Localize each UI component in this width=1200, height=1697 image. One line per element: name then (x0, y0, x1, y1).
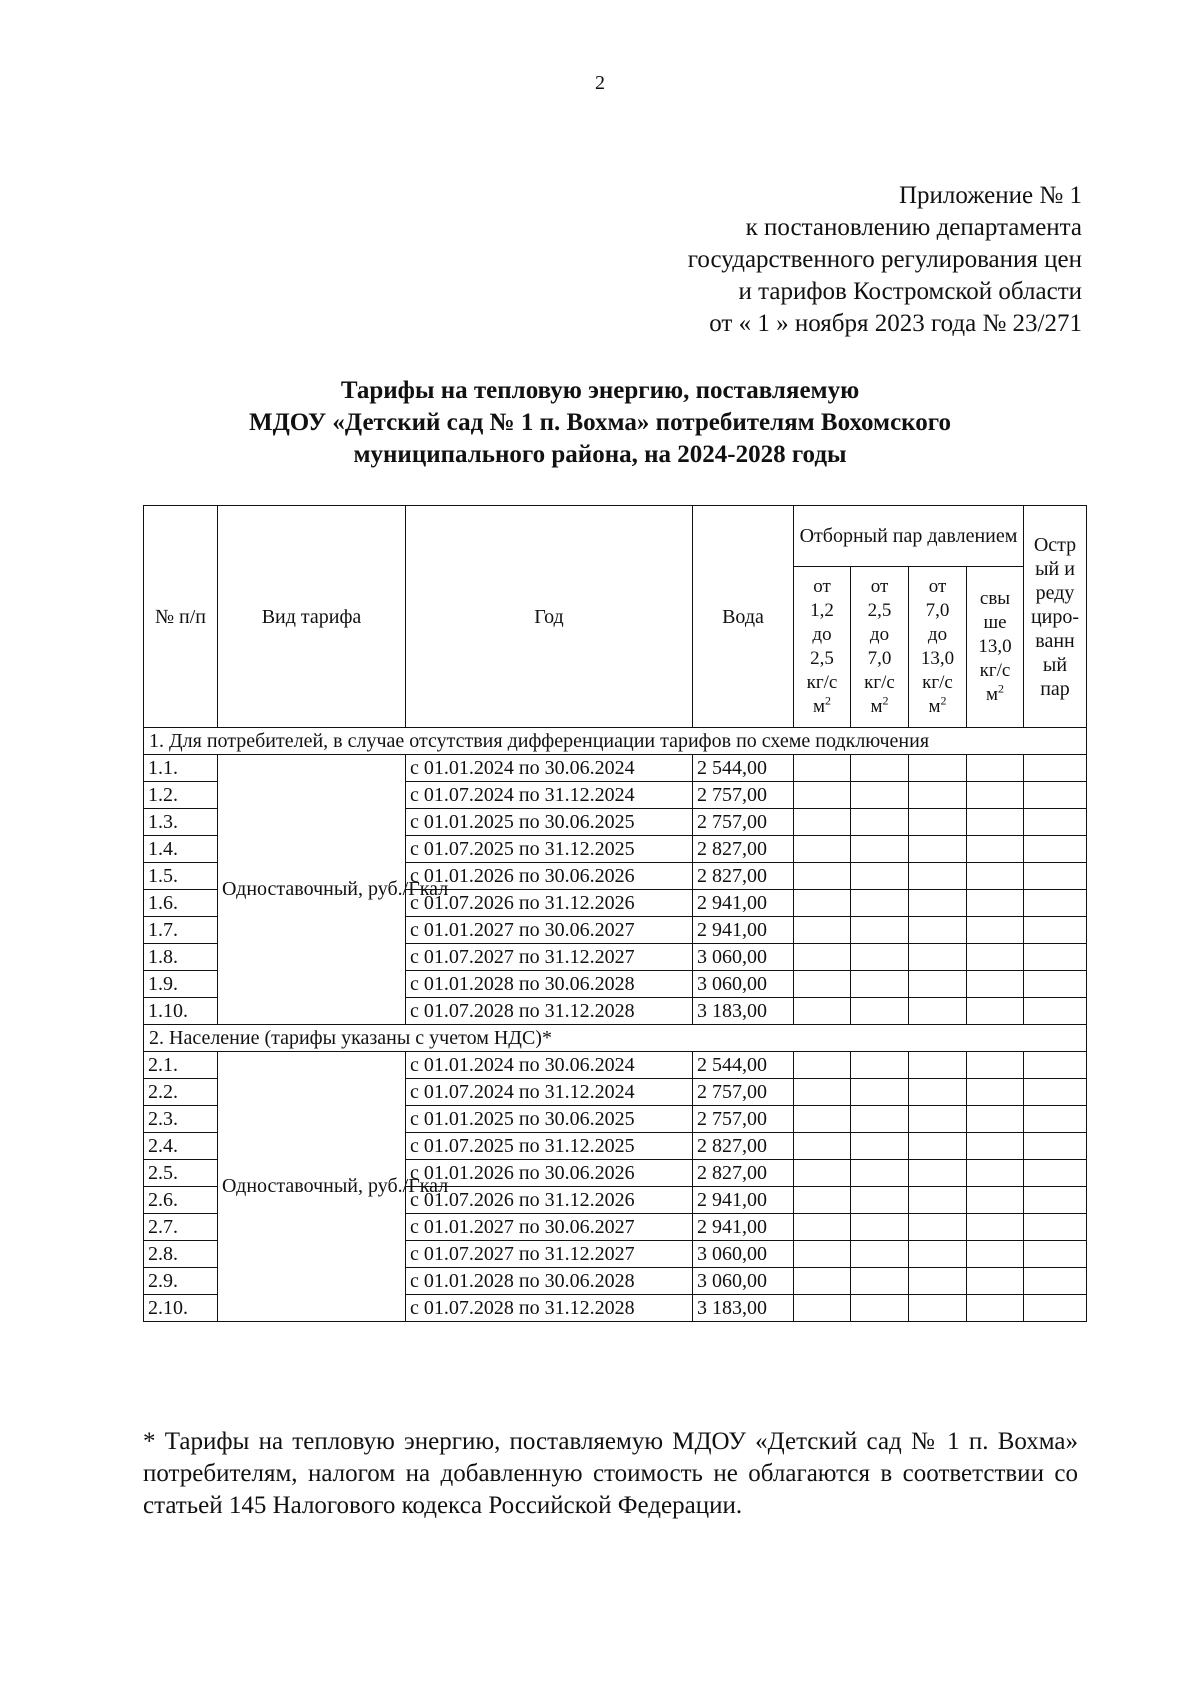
empty-cell (794, 1106, 851, 1133)
row-water-tariff: 3 183,00 (693, 1295, 794, 1322)
row-period: с 01.01.2026 по 30.06.2026 (406, 863, 693, 890)
appendix-block (688, 180, 1082, 340)
empty-cell (794, 1214, 851, 1241)
empty-cell (851, 1295, 909, 1322)
row-period: с 01.01.2028 по 30.06.2028 (406, 1268, 693, 1295)
empty-cell (851, 944, 909, 971)
empty-cell (1024, 917, 1087, 944)
empty-cell (794, 971, 851, 998)
row-water-tariff: 2 757,00 (693, 1106, 794, 1133)
empty-cell (1024, 1106, 1087, 1133)
row-number: 2.7. (144, 1214, 218, 1241)
empty-cell (967, 1052, 1024, 1079)
empty-cell (909, 755, 967, 782)
section-row (144, 1025, 1087, 1052)
empty-cell (967, 1133, 1024, 1160)
row-period: с 01.07.2026 по 31.12.2026 (406, 1187, 693, 1214)
row-number: 1.1. (144, 755, 218, 782)
row-water-tariff: 2 757,00 (693, 1079, 794, 1106)
row-water-tariff: 2 757,00 (693, 782, 794, 809)
row-number: 1.2. (144, 782, 218, 809)
empty-cell (1024, 890, 1087, 917)
empty-cell (1024, 1133, 1087, 1160)
tariff-kind: Одноставочный, руб./Гкал (218, 1052, 406, 1322)
empty-cell (909, 863, 967, 890)
row-water-tariff: 2 757,00 (693, 809, 794, 836)
empty-cell (794, 1052, 851, 1079)
empty-cell (851, 1214, 909, 1241)
row-water-tariff: 3 183,00 (693, 998, 794, 1025)
row-period: с 01.01.2025 по 30.06.2025 (406, 809, 693, 836)
empty-cell (967, 1106, 1024, 1133)
row-period: с 01.01.2027 по 30.06.2027 (406, 917, 693, 944)
empty-cell (1024, 809, 1087, 836)
empty-cell (1024, 1295, 1087, 1322)
empty-cell (909, 1133, 967, 1160)
empty-cell (851, 1133, 909, 1160)
table-row (144, 1052, 1087, 1079)
row-period: с 01.01.2028 по 30.06.2028 (406, 971, 693, 998)
empty-cell (851, 809, 909, 836)
empty-cell (967, 1079, 1024, 1106)
empty-cell (851, 1052, 909, 1079)
row-period: с 01.01.2024 по 30.06.2024 (406, 1052, 693, 1079)
section-row (144, 728, 1087, 755)
empty-cell (794, 1268, 851, 1295)
empty-cell (1024, 998, 1087, 1025)
empty-cell (967, 1268, 1024, 1295)
tariff-kind: Одноставочный, руб./Гкал (218, 755, 406, 1025)
empty-cell (1024, 755, 1087, 782)
empty-cell (967, 1187, 1024, 1214)
empty-cell (851, 917, 909, 944)
title-line: Тарифы на тепловую энергию, поставляемую (340, 377, 860, 404)
section-title-text: 1. Для потребителей, в случае отсутствия дифференциации тарифов по схеме подключения (149, 730, 930, 752)
row-water-tariff: 2 827,00 (693, 1133, 794, 1160)
row-water-tariff: 3 060,00 (693, 1241, 794, 1268)
empty-cell (851, 1241, 909, 1268)
appendix-line: к постановлению департамента (745, 214, 1082, 241)
row-number: 1.7. (144, 917, 218, 944)
appendix-line: Приложение № 1 (898, 182, 1082, 209)
row-number: 2.3. (144, 1106, 218, 1133)
row-number: 2.1. (144, 1052, 218, 1079)
empty-cell (909, 782, 967, 809)
page-number: 2 (595, 72, 605, 94)
empty-cell (794, 890, 851, 917)
empty-cell (1024, 1268, 1087, 1295)
empty-cell (967, 836, 1024, 863)
appendix-line: государственного регулирования цен (687, 246, 1082, 273)
empty-cell (967, 1241, 1024, 1268)
tariffs-table (143, 505, 1087, 1322)
empty-cell (967, 1295, 1024, 1322)
empty-cell (1024, 971, 1087, 998)
empty-cell (1024, 1187, 1087, 1214)
empty-cell (1024, 1214, 1087, 1241)
empty-cell (967, 782, 1024, 809)
row-period: с 01.07.2027 по 31.12.2027 (406, 944, 693, 971)
section-title (144, 1025, 1087, 1052)
empty-cell (794, 1160, 851, 1187)
empty-cell (909, 998, 967, 1025)
row-number: 1.6. (144, 890, 218, 917)
row-number: 1.5. (144, 863, 218, 890)
row-period: с 01.07.2024 по 31.12.2024 (406, 1079, 693, 1106)
row-water-tariff: 2 941,00 (693, 890, 794, 917)
header-steam-2: от 2,5 до 7,0 кг/с $м^2$ (851, 567, 909, 728)
row-period: с 01.07.2028 по 31.12.2028 (406, 998, 693, 1025)
empty-cell (909, 1052, 967, 1079)
section-title-text: 2. Население (тарифы указаны с учетом НДС)* (149, 1027, 552, 1049)
row-period: с 01.01.2025 по 30.06.2025 (406, 1106, 693, 1133)
empty-cell (909, 944, 967, 971)
tariffs-body (144, 728, 1087, 1322)
row-number: 1.8. (144, 944, 218, 971)
empty-cell (967, 890, 1024, 917)
empty-cell (794, 755, 851, 782)
empty-cell (909, 1160, 967, 1187)
empty-cell (851, 998, 909, 1025)
row-period: с 01.01.2027 по 30.06.2027 (406, 1214, 693, 1241)
empty-cell (1024, 863, 1087, 890)
appendix-line: и тарифов Костромской области (738, 278, 1082, 305)
title-line: МДОУ «Детский сад № 1 п. Вохма» потребителям Вохомского (249, 409, 951, 436)
row-water-tariff: 2 827,00 (693, 1160, 794, 1187)
empty-cell (909, 890, 967, 917)
empty-cell (909, 809, 967, 836)
row-water-tariff: 2 941,00 (693, 917, 794, 944)
empty-cell (794, 782, 851, 809)
row-number: 2.9. (144, 1268, 218, 1295)
header-num: № п/п (144, 506, 218, 728)
empty-cell (909, 836, 967, 863)
empty-cell (909, 1079, 967, 1106)
empty-cell (909, 971, 967, 998)
empty-cell (1024, 1052, 1087, 1079)
empty-cell (851, 890, 909, 917)
row-number: 1.9. (144, 971, 218, 998)
row-water-tariff: 3 060,00 (693, 944, 794, 971)
row-period: с 01.07.2025 по 31.12.2025 (406, 1133, 693, 1160)
empty-cell (851, 782, 909, 809)
row-period: с 01.07.2024 по 31.12.2024 (406, 782, 693, 809)
empty-cell (909, 1214, 967, 1241)
empty-cell (967, 809, 1024, 836)
row-number: 2.5. (144, 1160, 218, 1187)
empty-cell (909, 1268, 967, 1295)
empty-cell (794, 1187, 851, 1214)
empty-cell (967, 863, 1024, 890)
row-water-tariff: 2 827,00 (693, 863, 794, 890)
empty-cell (794, 836, 851, 863)
row-water-tariff: 3 060,00 (693, 1268, 794, 1295)
empty-cell (794, 1079, 851, 1106)
empty-cell (967, 998, 1024, 1025)
table-row (144, 755, 1087, 782)
empty-cell (851, 1268, 909, 1295)
header-year: Год (406, 506, 693, 728)
row-period: с 01.07.2025 по 31.12.2025 (406, 836, 693, 863)
empty-cell (967, 1160, 1024, 1187)
header-water: Вода (693, 506, 794, 728)
empty-cell (851, 863, 909, 890)
empty-cell (851, 971, 909, 998)
row-period: с 01.07.2026 по 31.12.2026 (406, 890, 693, 917)
header-sharp-steam: Остр ый и реду циро- ванн ый пар (1024, 506, 1087, 728)
empty-cell (851, 1079, 909, 1106)
empty-cell (1024, 944, 1087, 971)
empty-cell (794, 944, 851, 971)
empty-cell (794, 1241, 851, 1268)
section-title (144, 728, 1087, 755)
empty-cell (967, 971, 1024, 998)
empty-cell (909, 917, 967, 944)
empty-cell (909, 1106, 967, 1133)
empty-cell (851, 836, 909, 863)
empty-cell (794, 809, 851, 836)
row-water-tariff: 3 060,00 (693, 971, 794, 998)
empty-cell (794, 1133, 851, 1160)
document-title (0, 375, 1200, 471)
row-water-tariff: 2 544,00 (693, 755, 794, 782)
empty-cell (794, 998, 851, 1025)
empty-cell (967, 944, 1024, 971)
row-period: с 01.07.2028 по 31.12.2028 (406, 1295, 693, 1322)
header-steam-3: от 7,0 до 13,0 кг/с $м^2$ (909, 567, 967, 728)
empty-cell (1024, 836, 1087, 863)
empty-cell (794, 1295, 851, 1322)
appendix-line: от « 1 » ноября 2023 года № 23/271 (709, 310, 1082, 337)
empty-cell (1024, 1241, 1087, 1268)
empty-cell (909, 1241, 967, 1268)
row-water-tariff: 2 544,00 (693, 1052, 794, 1079)
header-kind: Вид тарифа (218, 506, 406, 728)
row-number: 2.4. (144, 1133, 218, 1160)
row-number: 2.2. (144, 1079, 218, 1106)
empty-cell (909, 1187, 967, 1214)
empty-cell (794, 863, 851, 890)
empty-cell (967, 917, 1024, 944)
empty-cell (851, 1106, 909, 1133)
row-number: 1.4. (144, 836, 218, 863)
footnote: * Тарифы на тепловую энергию, поставляемую МДОУ «Детский сад № 1 п. Вохма» потребителям, налогом на добавленную стоимость не облагаются в соответствии со статьей 145 Налогового кодекса Российской Федерации. (143, 1428, 1078, 1519)
empty-cell (1024, 1079, 1087, 1106)
header-steam-1: от 1,2 до 2,5 кг/с $м^2$ (794, 567, 851, 728)
empty-cell (794, 917, 851, 944)
title-line: муниципального района, на 2024-2028 годы (353, 441, 847, 468)
empty-cell (1024, 1160, 1087, 1187)
empty-cell (967, 755, 1024, 782)
empty-cell (851, 1187, 909, 1214)
row-water-tariff: 2 941,00 (693, 1214, 794, 1241)
row-period: с 01.07.2027 по 31.12.2027 (406, 1241, 693, 1268)
header-steam-4: свы ше 13,0 кг/с $м^2$ (967, 567, 1024, 728)
empty-cell (851, 1160, 909, 1187)
row-number: 2.6. (144, 1187, 218, 1214)
row-number: 1.3. (144, 809, 218, 836)
row-water-tariff: 2 827,00 (693, 836, 794, 863)
row-period: с 01.01.2026 по 30.06.2026 (406, 1160, 693, 1187)
row-water-tariff: 2 941,00 (693, 1187, 794, 1214)
empty-cell (851, 755, 909, 782)
row-period: с 01.01.2024 по 30.06.2024 (406, 755, 693, 782)
empty-cell (1024, 782, 1087, 809)
row-number: 1.10. (144, 998, 218, 1025)
empty-cell (967, 1214, 1024, 1241)
empty-cell (909, 1295, 967, 1322)
row-number: 2.8. (144, 1241, 218, 1268)
header-steam-group: Отборный пар давлением (794, 506, 1024, 567)
row-number: 2.10. (144, 1295, 218, 1322)
